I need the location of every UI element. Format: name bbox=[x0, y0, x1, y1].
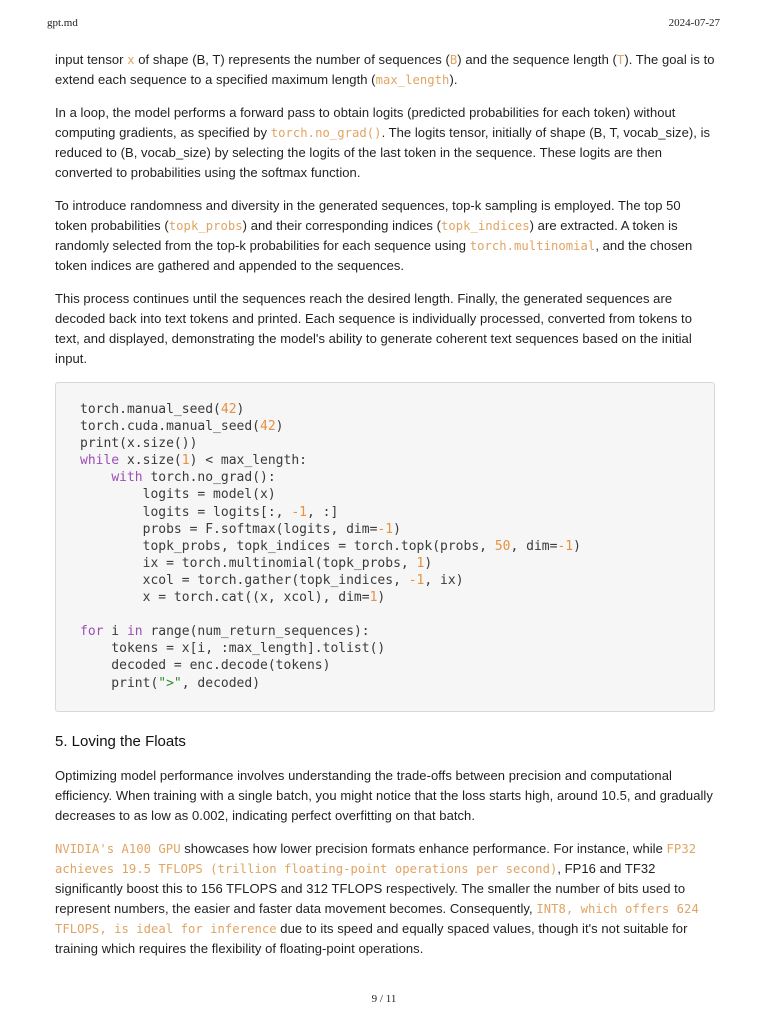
code-token: x.size( bbox=[119, 453, 182, 469]
code-token: -1 bbox=[377, 521, 394, 537]
code-line bbox=[80, 589, 714, 606]
code-line bbox=[80, 606, 714, 623]
code-line bbox=[80, 572, 714, 589]
code-token: torch.manual_seed( bbox=[80, 402, 221, 417]
document-date: 2024-07-27 bbox=[668, 17, 720, 29]
paragraph bbox=[55, 103, 715, 183]
code-token: while bbox=[80, 453, 120, 469]
code-token: print( bbox=[80, 675, 159, 691]
code-token: print(x.size()) bbox=[80, 436, 198, 452]
code-token: xcol = torch.gather(topk_indices, bbox=[80, 572, 409, 588]
paragraph-text: In a loop, the model performs a forward pass to obtain logits (predicted probabilities for each token) without computing gradients, as specified by bbox=[55, 105, 676, 140]
paragraph-text: Optimizing model performance involves understanding the trade-offs between precision and computational efficiency. When training with a single batch, you might notice that the loss starts high, around 10.5, and gradually decreases to as low as 0.002, indicating perfect overfitting on that batch. bbox=[55, 767, 713, 823]
inline-code: topk_probs bbox=[168, 219, 243, 233]
code-token: , dim= bbox=[510, 538, 558, 554]
code-token: ) bbox=[236, 402, 245, 417]
paragraph-text: ) and the sequence length ( bbox=[457, 52, 617, 67]
document-filename: gpt.md bbox=[47, 17, 78, 29]
code-line bbox=[80, 504, 714, 521]
code-line bbox=[80, 538, 714, 555]
paragraph-text: This process continues until the sequences reach the desired length. Finally, the generated sequences are decoded back into text tokens and printed. Each sequence is individually processed, converted from tokens to text, and displayed, demonstrating the model's ability to generate coherent text sequences based on the initial input. bbox=[55, 291, 692, 366]
code-token bbox=[80, 470, 111, 485]
code-line bbox=[80, 640, 714, 657]
code-token: probs = F.softmax(logits, dim= bbox=[80, 521, 378, 537]
paragraph bbox=[55, 50, 715, 90]
section-heading: 5. Loving the Floats bbox=[55, 732, 186, 750]
paragraph-text: ) and their corresponding indices ( bbox=[242, 218, 441, 233]
code-line bbox=[80, 521, 714, 538]
paragraph-text: due to its speed and equally spaced values, though it's not suitable for training which requires the flexibility of floating-point operations. bbox=[55, 920, 688, 956]
code-token: -1 bbox=[557, 538, 574, 554]
inline-code: topk_indices bbox=[440, 219, 530, 233]
inline-code: torch.multinomial bbox=[469, 239, 596, 253]
inline-code: torch.no_grad() bbox=[270, 126, 382, 140]
code-token: with bbox=[111, 470, 143, 486]
code-token: for bbox=[80, 624, 104, 640]
inline-code: max_length bbox=[375, 73, 450, 87]
code-token: in bbox=[126, 624, 143, 640]
paragraph bbox=[55, 766, 715, 826]
code-token: range(num_return_sequences): bbox=[142, 624, 370, 640]
code-token: 1 bbox=[369, 590, 378, 606]
code-line bbox=[80, 418, 714, 435]
code-token: i bbox=[103, 624, 127, 640]
paragraph-text: input tensor bbox=[55, 52, 128, 67]
inline-code: NVIDIA's A100 GPU bbox=[55, 841, 181, 856]
code-token: ) < max_length: bbox=[189, 453, 307, 469]
code-token: 1 bbox=[181, 453, 190, 469]
code-line bbox=[80, 452, 714, 469]
code-token: ) bbox=[377, 590, 386, 606]
paragraph bbox=[55, 196, 715, 276]
code-token: 42 bbox=[220, 402, 237, 417]
code-token: topk_probs, topk_indices = torch.topk(probs, bbox=[80, 538, 495, 554]
paragraph-text: of shape (B, T) represents the number of sequences ( bbox=[134, 52, 450, 67]
code-token: 50 bbox=[494, 538, 511, 554]
code-token: ) bbox=[393, 521, 401, 537]
code-token: -1 bbox=[408, 572, 425, 588]
page-number: 9 / 11 bbox=[371, 993, 397, 1005]
page-content bbox=[55, 50, 715, 972]
code-token: ) bbox=[573, 538, 581, 554]
code-token: logits = model(x) bbox=[80, 487, 276, 503]
inline-code: INT8, which offers 624 TFLOPS, is ideal for inference bbox=[55, 901, 699, 936]
code-line bbox=[80, 469, 714, 486]
inline-code: x bbox=[127, 53, 135, 67]
inline-code: FP32 achieves 19.5 TFLOPS (trillion floating-point operations per second) bbox=[55, 841, 697, 876]
paragraph-group bbox=[55, 766, 715, 959]
paragraph-text: To introduce randomness and diversity in the generated sequences, top-k sampling is employed. The top 50 token probabilities ( bbox=[55, 198, 681, 233]
code-token: , ix) bbox=[424, 572, 464, 588]
code-token: , :] bbox=[306, 504, 339, 520]
code-line bbox=[80, 675, 714, 692]
code-line bbox=[80, 555, 714, 572]
paragraph-text: ). bbox=[449, 72, 458, 87]
inline-code: B bbox=[449, 53, 458, 67]
paragraph-text: ) are extracted. A token is randomly selected from the top-k probabilities for each sequence using bbox=[55, 218, 678, 253]
code-token: tokens = x[i, :max_length].tolist() bbox=[80, 641, 386, 657]
code-token: logits = logits[:, bbox=[80, 504, 292, 520]
paragraph bbox=[55, 289, 715, 369]
code-line bbox=[80, 401, 714, 418]
code-token: 1 bbox=[416, 555, 425, 571]
code-token: torch.cuda.manual_seed( bbox=[80, 419, 261, 435]
code-token: 42 bbox=[260, 419, 276, 435]
code-line bbox=[80, 435, 714, 452]
code-token: ) bbox=[424, 555, 433, 571]
paragraph-text: . The logits tensor, initially of shape (B, T, vocab_size), is reduced to (B, vocab_size) by selecting the logits of the last token in the sequence. These logits are then converted to probabilities using the softmax function. bbox=[55, 125, 711, 180]
paragraph-text: showcases how lower precision formats enhance performance. For instance, while bbox=[180, 840, 667, 856]
inline-code: T bbox=[616, 53, 625, 67]
paragraph-text: , FP16 and TF32 significantly boost this to 156 TFLOPS and 312 TFLOPS respectively. The smaller the number of bits used to represent numbers, the easier and faster data movement becomes. Consequently, bbox=[55, 860, 686, 916]
code-line bbox=[80, 623, 714, 640]
code-line bbox=[80, 657, 714, 674]
code-token: , decoded) bbox=[181, 675, 261, 691]
code-token: torch.no_grad(): bbox=[142, 470, 276, 486]
code-token: ">" bbox=[158, 675, 182, 691]
paragraph bbox=[55, 839, 715, 959]
code-block bbox=[55, 382, 715, 712]
paragraph-text: ). The goal is to extend each sequence to a specified maximum length ( bbox=[55, 52, 715, 87]
code-line bbox=[80, 486, 714, 503]
code-token: x = torch.cat((x, xcol), dim= bbox=[80, 590, 370, 606]
code-token: decoded = enc.decode(tokens) bbox=[80, 658, 331, 674]
paragraph-text: , and the chosen token indices are gathered and appended to the sequences. bbox=[55, 238, 693, 273]
code-token: ix = torch.multinomial(topk_probs, bbox=[80, 555, 417, 571]
code-token: ) bbox=[275, 419, 284, 435]
code-token: -1 bbox=[291, 504, 307, 520]
paragraph-group bbox=[55, 50, 715, 369]
